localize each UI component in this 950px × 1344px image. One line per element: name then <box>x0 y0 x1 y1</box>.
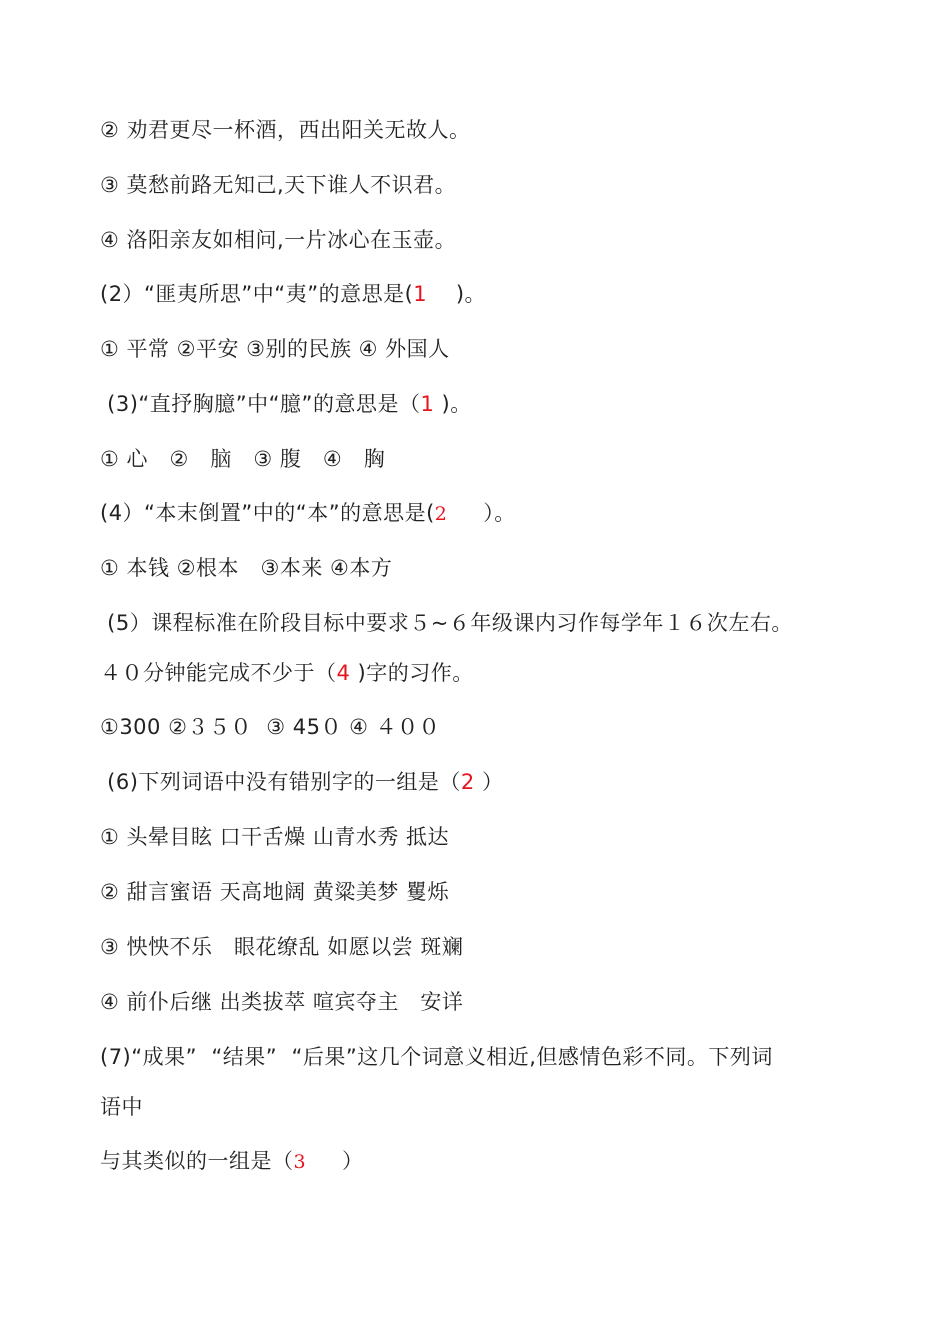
question-text: (4）“本末倒置”中的“本”的意思是( <box>100 501 435 525</box>
question-text: (2）“匪夷所思”中“夷”的意思是( <box>100 282 414 306</box>
answer-mark: 1 <box>420 392 435 416</box>
question-4 <box>100 498 516 529</box>
question-6-option-4: ④ 前仆后继 出类拔萃 喧宾夺主 安详 <box>100 990 464 1014</box>
poem-line-2: ② 劝君更尽一杯酒，西出阳关无故人。 <box>100 118 471 142</box>
question-5-line-1: (5）课程标准在阶段目标中要求５~６年级课内习作每学年１６次左右。 <box>100 611 793 635</box>
question-text: (3)“直抒胸臆”中“臆”的意思是（ <box>100 392 421 416</box>
question-6-option-1: ① 头晕目眩 口干舌燥 山青水秀 抵达 <box>100 825 450 849</box>
question-6-option-3: ③ 怏怏不乐 眼花缭乱 如愿以尝 斑斓 <box>100 935 464 959</box>
question-text: ４０分钟能完成不少于（ <box>100 661 337 685</box>
question-2-options: ① 平常 ②平安 ③别的民族 ④ 外国人 <box>100 337 450 361</box>
answer-mark: 3 <box>293 1151 307 1173</box>
question-6 <box>100 767 503 797</box>
question-text-end: )字的习作。 <box>350 661 474 685</box>
question-text-end: ） <box>306 1149 364 1173</box>
answer-mark: 2 <box>460 770 475 794</box>
question-text: (6)下列词语中没有错别字的一组是（ <box>100 770 461 794</box>
question-3 <box>100 389 472 419</box>
question-text-end: )。 <box>427 282 487 306</box>
question-text-end: ）。 <box>447 501 516 525</box>
question-7-line-3 <box>100 1146 363 1177</box>
question-2 <box>100 279 486 309</box>
question-7-line-1: (7)“成果” “结果” “后果”这几个词意义相近,但感情色彩不同。下列词 <box>100 1045 773 1069</box>
question-4-options: ① 本钱 ②根本 ③本来 ④本方 <box>100 556 393 580</box>
answer-mark: 2 <box>434 503 448 525</box>
question-5-options: ①300 ②３５０ ③ 45０ ④ ４００ <box>100 715 441 739</box>
question-6-option-2: ② 甜言蜜语 天高地阔 黄粱美梦 矍烁 <box>100 880 450 904</box>
question-5-line-2 <box>100 658 474 688</box>
poem-line-3: ③ 莫愁前路无知己,天下谁人不识君。 <box>100 173 457 197</box>
answer-mark: 4 <box>336 661 351 685</box>
poem-line-4: ④ 洛阳亲友如相问,一片冰心在玉壶。 <box>100 228 457 252</box>
question-7-line-2: 语中 <box>100 1095 143 1119</box>
answer-mark: 1 <box>413 282 428 306</box>
question-text-end: ） <box>474 770 504 794</box>
question-text: 与其类似的一组是（ <box>100 1149 294 1173</box>
question-3-options: ① 心 ② 脑 ③ 腹 ④ 胸 <box>100 447 386 471</box>
question-text-end: )。 <box>434 392 472 416</box>
